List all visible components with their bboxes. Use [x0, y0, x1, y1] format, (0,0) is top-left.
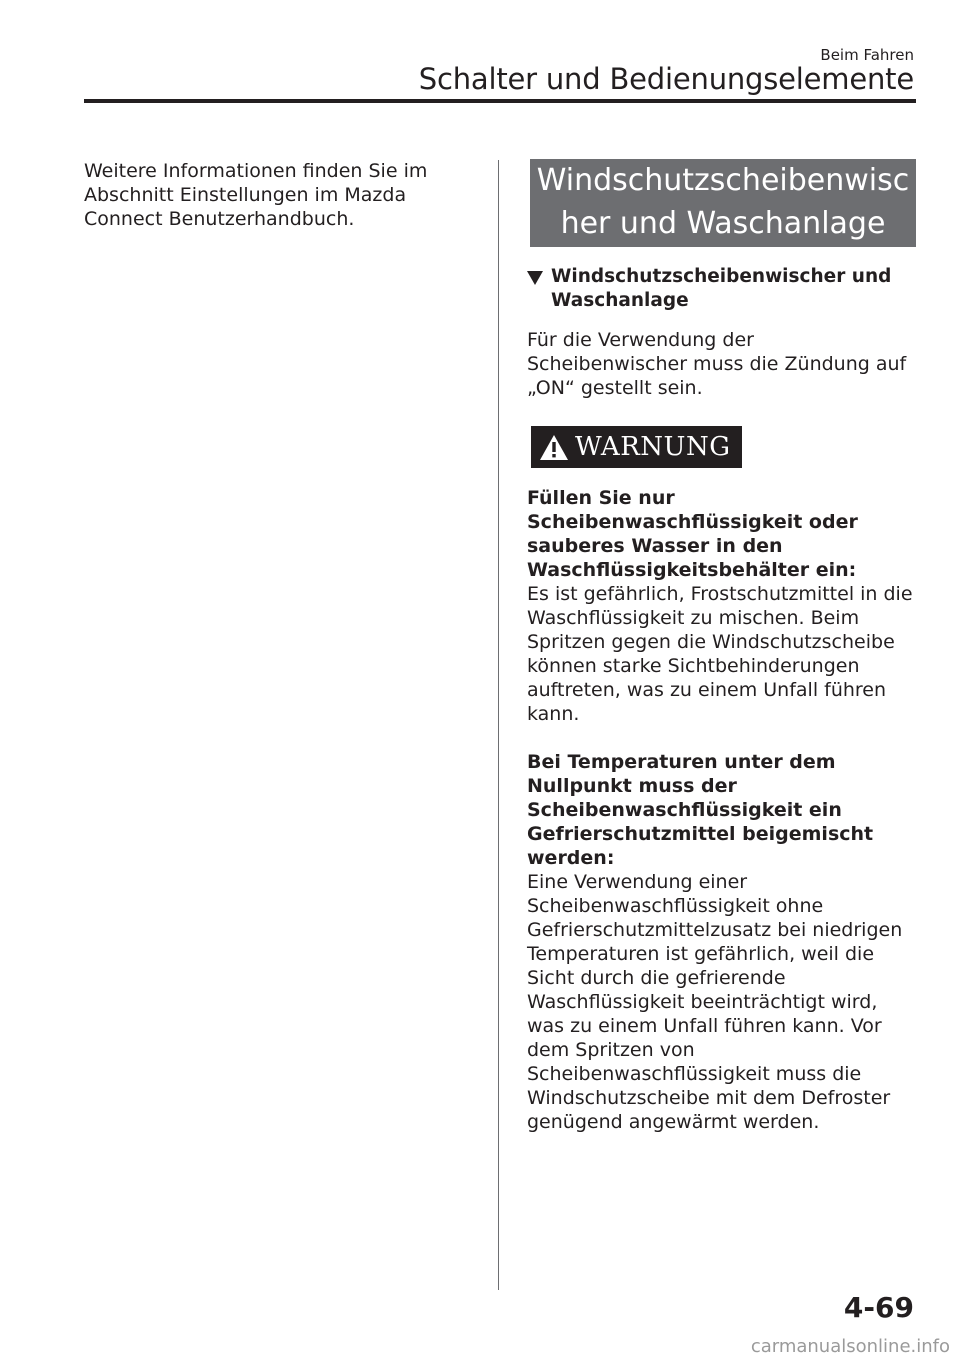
subheading: [527, 265, 917, 313]
warning-2-heading: Bei Temperaturen unter dem Nullpunkt muss der Scheibenwaschflüssigkeit ein Gefrierschutzmittel beigemischt werden:: [527, 751, 874, 869]
warning-block-2: [527, 750, 917, 1134]
right-column: [527, 159, 917, 1134]
page-number: 4-69: [843, 1291, 914, 1324]
warning-label: WARNUNG: [575, 432, 731, 462]
section-banner-line-1: Windschutzscheibenwisc: [536, 163, 910, 198]
section-banner-line-2: her und Waschanlage: [560, 206, 886, 241]
left-column: [84, 159, 474, 231]
header-section-label: Beim Fahren: [820, 46, 914, 64]
footer-watermark: carmanualsonline.info: [750, 1336, 950, 1357]
warning-triangle-icon: [539, 434, 569, 461]
triangle-down-icon: [527, 271, 543, 285]
intro-paragraph: Für die Verwendung der Scheibenwischer muss die Zündung auf „ON“ gestellt sein.: [527, 329, 907, 399]
section-banner: [530, 159, 916, 247]
warning-1-text: Es ist gefährlich, Frostschutzmittel in die Waschflüssigkeit zu mischen. Beim Spritzen gegen die Windschutzscheibe können starke Sichtbehinderungen auftreten, was zu einem Unfall führen kann.: [527, 583, 913, 725]
header-title: Schalter und Bedienungselemente: [418, 62, 914, 96]
left-paragraph: Weitere Informationen finden Sie im Abschnitt Einstellungen im Mazda Connect Benutzerhandbuch.: [84, 160, 428, 230]
subheading-text: Windschutzscheibenwischer und Waschanlage: [551, 266, 892, 311]
warning-box: [531, 426, 742, 468]
warning-2-text: Eine Verwendung einer Scheibenwaschflüssigkeit ohne Gefrierschutzmittelzusatz bei niedrigen Temperaturen ist gefährlich, weil die Sicht durch die gefrierende Waschflüssigkeit beeinträchtigt wird, was zu einem Unfall führen kann. Vor dem Spritzen von Scheibenwaschflüssigkeit muss die Windschutzscheibe mit dem Defroster genügend angewärmt werden.: [527, 871, 903, 1133]
warning-1-heading: Füllen Sie nur Scheibenwaschflüssigkeit oder sauberes Wasser in den Waschflüssigkeitsbehälter ein:: [527, 487, 858, 581]
column-divider: [498, 160, 499, 1290]
warning-block-1: [527, 486, 917, 726]
header-rule: [84, 99, 916, 103]
